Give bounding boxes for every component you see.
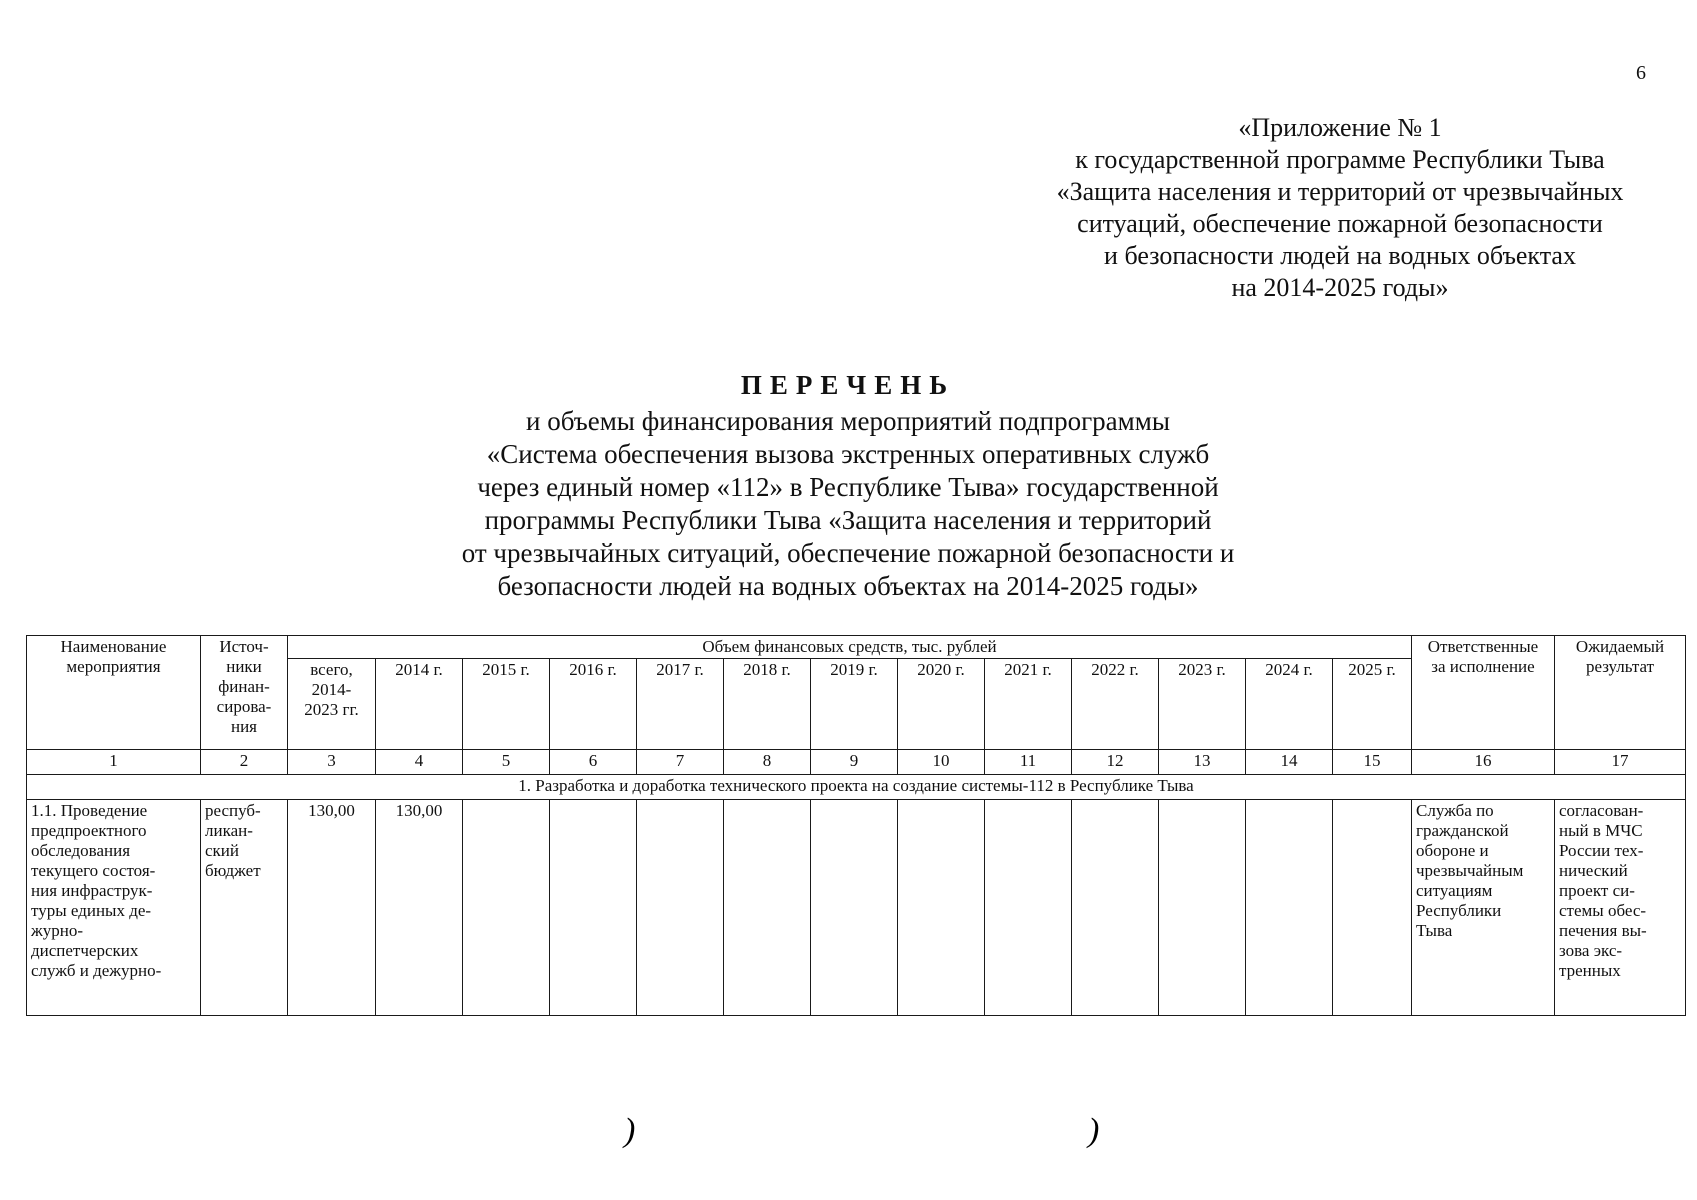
column-number: 6 [550,750,637,775]
year-value-cell [637,800,724,1016]
appendix-line: «Защита населения и территорий от чрезвычайных [1056,177,1624,206]
appendix-line: на 2014-2025 годы» [1231,273,1449,302]
header-year: 2024 г. [1246,659,1333,750]
column-number: 11 [985,750,1072,775]
column-number: 5 [463,750,550,775]
responsible-cell: Служба по гражданской обороне и чрезвычайным ситуациям Республики Тыва [1412,800,1555,1016]
table-row [27,800,1686,1016]
column-number: 8 [724,750,811,775]
section-title: 1. Разработка и доработка технического проекта на создание системы-112 в Республике Тыва [27,775,1686,800]
header-funding-group: Объем финансовых средств, тыс. рублей [288,636,1412,659]
column-number: 2 [201,750,288,775]
appendix-line: ситуаций, обеспечение пожарной безопасности [1077,209,1603,238]
signature-mark: ) [1088,1112,1100,1149]
column-number: 17 [1555,750,1686,775]
column-number: 14 [1246,750,1333,775]
subtitle-line: и объемы финансирования мероприятий подпрограммы [526,406,1170,436]
column-number: 1 [27,750,201,775]
subtitle-line: программы Республики Тыва «Защита населения и территорий [484,505,1212,535]
appendix-note [1010,112,1670,304]
year-value-cell [1246,800,1333,1016]
subtitle-line: через единый номер «112» в Республике Тыва» государственной [477,472,1219,502]
document-subtitle [348,405,1348,603]
year-value-cell [1072,800,1159,1016]
column-number: 7 [637,750,724,775]
header-responsible: Ответственные за исполнение [1412,636,1555,750]
header-row [27,636,1686,659]
column-number: 12 [1072,750,1159,775]
appendix-line: «Приложение № 1 [1238,113,1442,142]
header-year: 2022 г. [1072,659,1159,750]
header-source: Источ- ники финан- сирова- ния [201,636,288,750]
header-year: 2018 г. [724,659,811,750]
total-cell: 130,00 [288,800,376,1016]
year-value-cell [724,800,811,1016]
header-year: 2025 г. [1333,659,1412,750]
year-value-cell [898,800,985,1016]
year-value-cell [1159,800,1246,1016]
header-year: 2015 г. [463,659,550,750]
document-title: ПЕРЕЧЕНЬ [740,370,956,400]
expected-result-cell: согласован- ный в МЧС России тех- нический проект си- стемы обес- печения вы- зова экс- тренных [1555,800,1686,1016]
header-year: 2017 г. [637,659,724,750]
subtitle-line: от чрезвычайных ситуаций, обеспечение пожарной безопасности и [461,538,1235,568]
signature-mark: ) [624,1112,636,1149]
column-number: 13 [1159,750,1246,775]
column-number: 16 [1412,750,1555,775]
appendix-line: и безопасности людей на водных объектах [1104,241,1576,270]
subtitle-line: «Система обеспечения вызова экстренных оперативных служб [486,439,1210,469]
column-number: 4 [376,750,463,775]
header-name: Наименование мероприятия [27,636,201,750]
column-number: 10 [898,750,985,775]
header-year: 2021 г. [985,659,1072,750]
column-number: 15 [1333,750,1412,775]
year-value-cell [1333,800,1412,1016]
column-number: 9 [811,750,898,775]
subtitle-line: безопасности людей на водных объектах на 2014-2025 годы» [497,571,1199,601]
year-value-cell [811,800,898,1016]
header-year: 2019 г. [811,659,898,750]
measure-name-cell: 1.1. Проведение предпроектного обследования текущего состоя- ния инфраструк- туры единых де- журно- диспетчерских служб и дежурно- [27,800,201,1016]
column-number: 3 [288,750,376,775]
header-year: 2020 г. [898,659,985,750]
appendix-line: к государственной программе Республики Тыва [1075,145,1605,174]
year-value-cell [463,800,550,1016]
header-year: 2023 г. [1159,659,1246,750]
column-number-row [27,750,1686,775]
header-result: Ожидаемый результат [1555,636,1686,750]
section-row [27,775,1686,800]
funding-source-cell: респуб- ликан- ский бюджет [201,800,288,1016]
page-number: 6 [1636,62,1646,84]
header-year: 2016 г. [550,659,637,750]
measures-table [26,635,1686,1016]
year-value-cell [550,800,637,1016]
header-year: 2014 г. [376,659,463,750]
header-total: всего, 2014- 2023 гг. [288,659,376,750]
year-value-cell [985,800,1072,1016]
year-value-cell: 130,00 [376,800,463,1016]
